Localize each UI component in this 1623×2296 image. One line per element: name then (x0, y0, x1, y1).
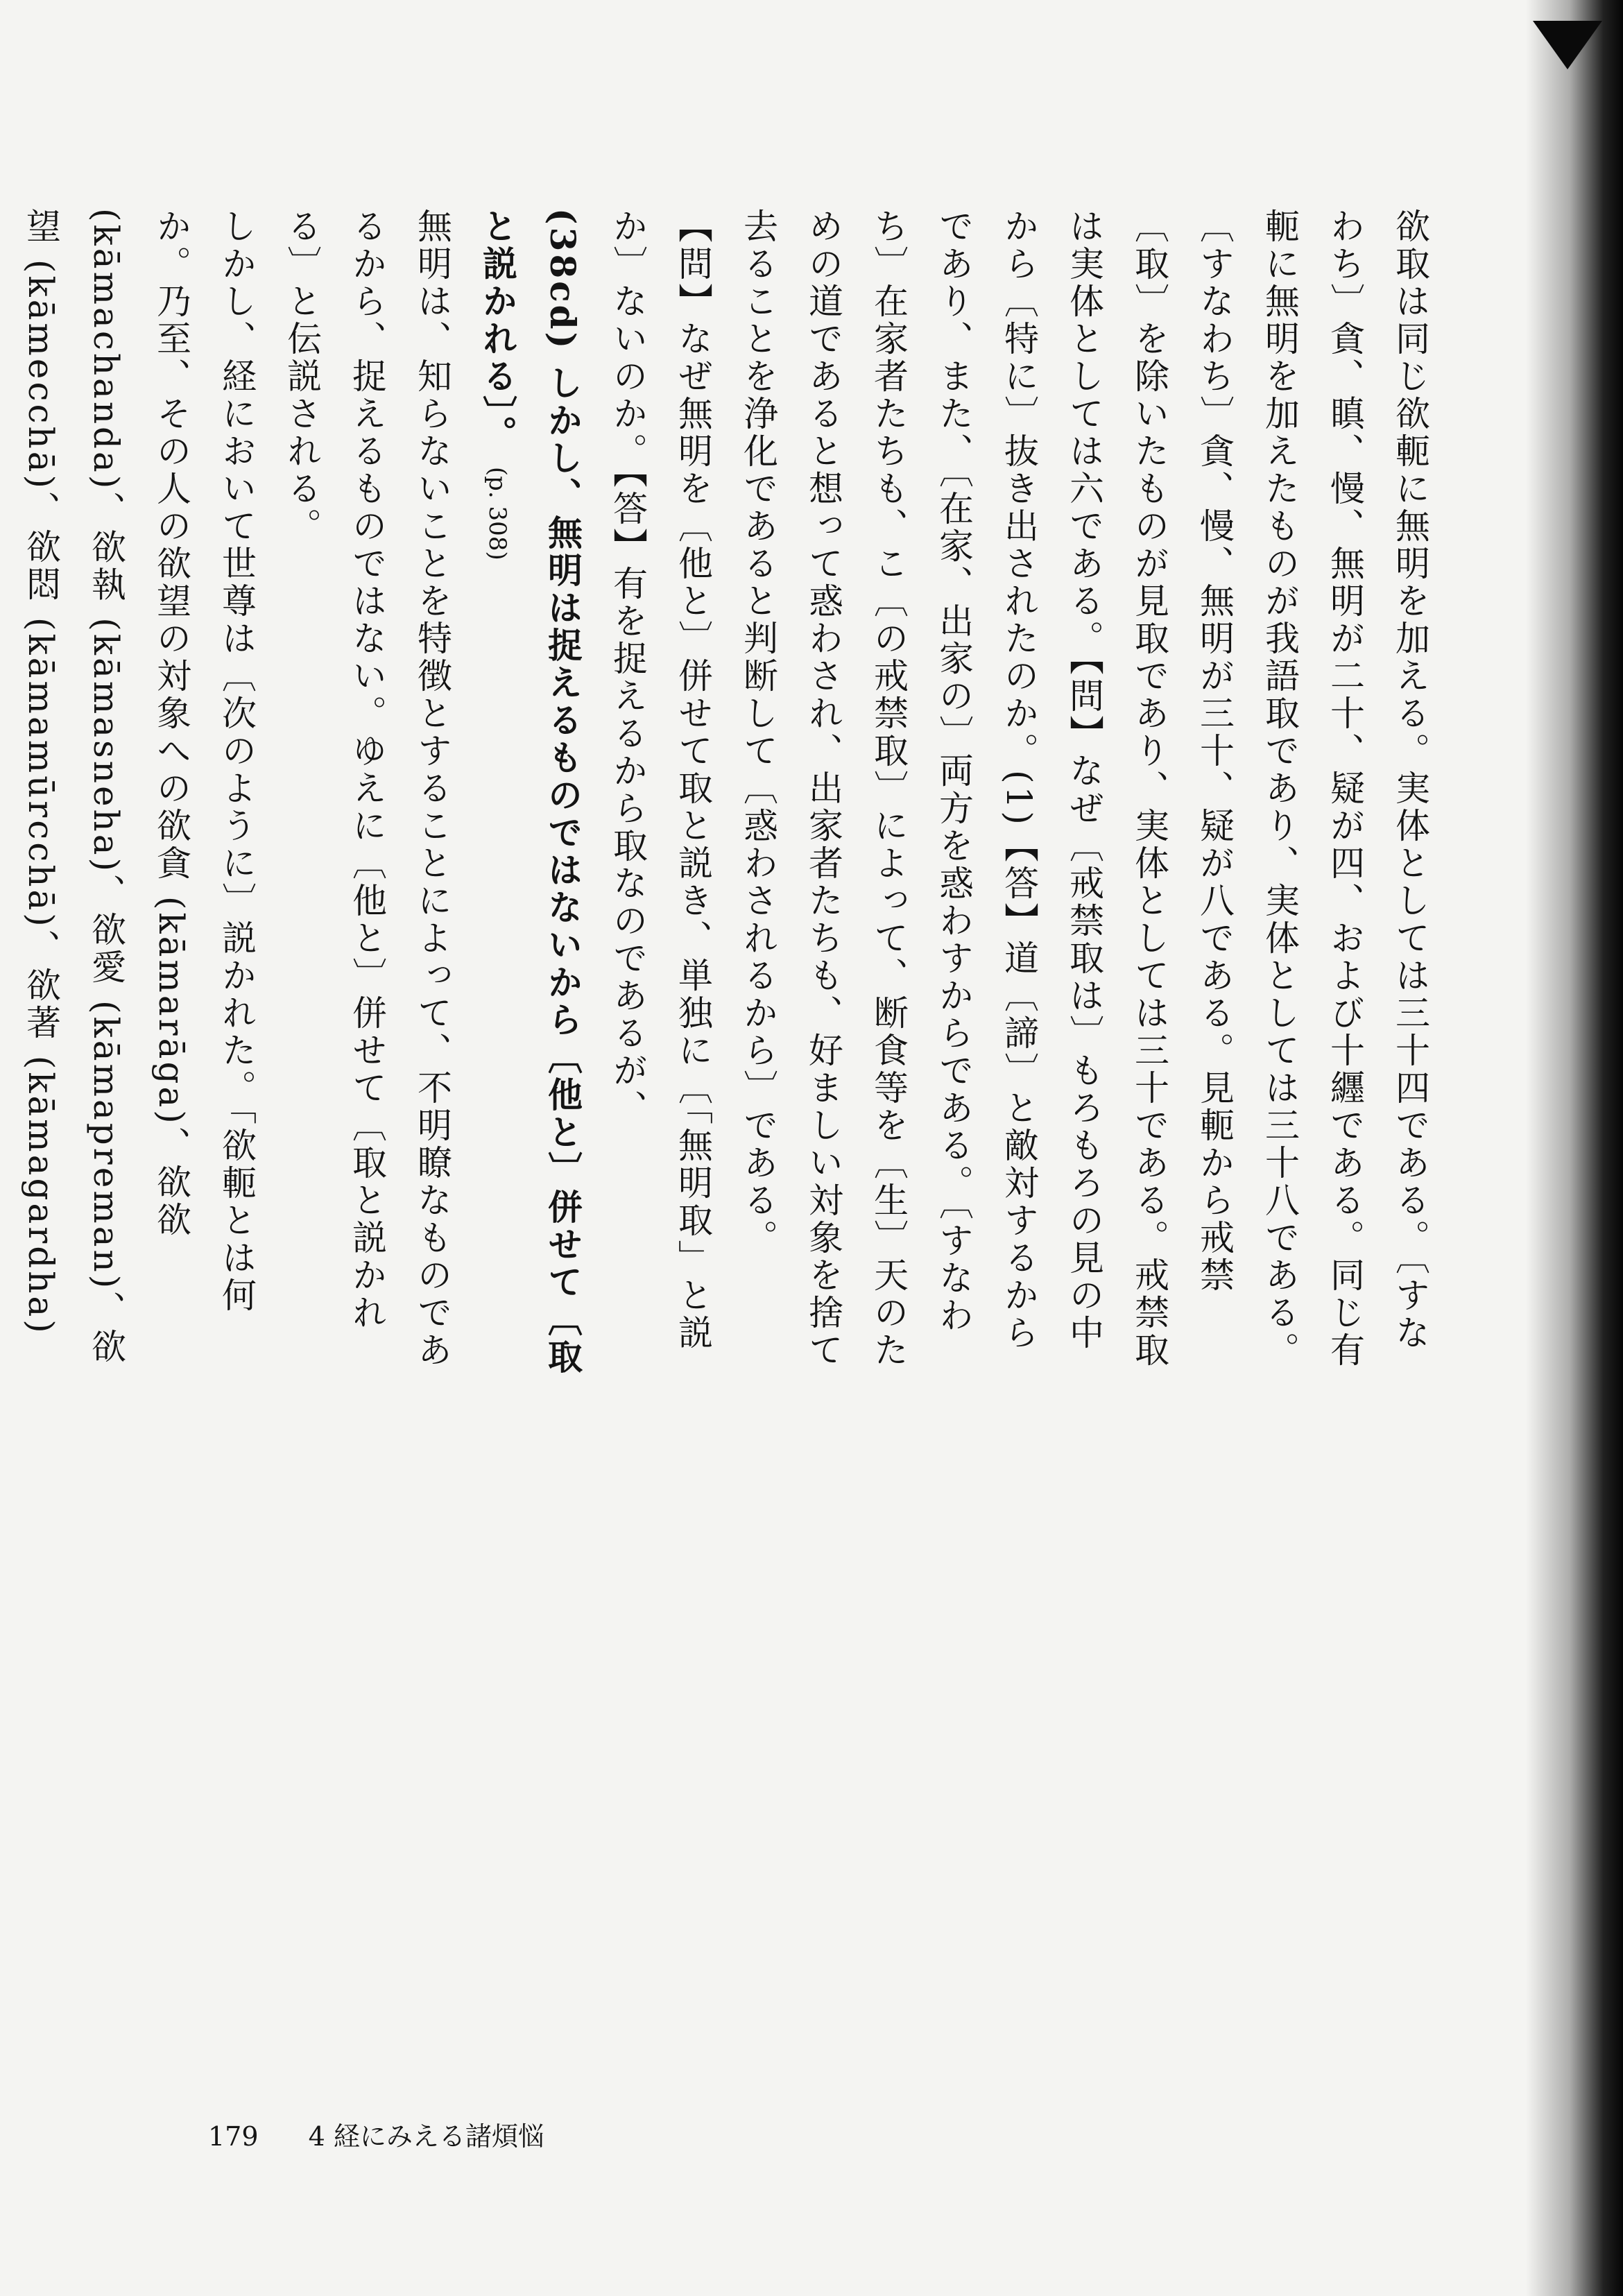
page-footer (208, 2116, 544, 2157)
paragraph-2: 【問】なぜ無明を〔他と〕併せて取と説き、単独に〔「無明取」と説か〕ないのか。【答】有を捉えるから取なのであるが、 (608, 208, 713, 1352)
verse-38cd (465, 208, 595, 1387)
verse-page-ref: (p. 308) (483, 466, 511, 560)
binding-shadow (1526, 0, 1623, 2296)
paragraph-1: 欲取は同じ欲軛に無明を加える。実体としては三十四である。〔すなわち〕貪、瞋、慢、無明が二十、疑が四、および十纒である。同じ有軛に無明を加えたものが我語取であり、実体としては三十八である。〔すなわち〕貪、慢、無明が三十、疑が八である。見軛から戒禁〔取〕を除いたものが見取であり、実体としては三十である。戒禁取は実体としては六である。【問】なぜ〔戒禁取は〕もろもろの見の中から〔特に〕抜き出されたのか。(1)【答】道〔諦〕と敵対するからであり、また、〔在家、出家の〕両方を惑わすからである。〔すなわち〕在家者たちも、こ〔の戒禁取〕によって、断食等を〔生〕天のための道であると想って惑わされ、出家者たちも、好ましい対象を捨て去ることを浄化であると判断して〔惑わされるから〕である。 (738, 208, 1430, 1369)
verse-text: しかし、無明は捉えるものではないから〔他と〕併せて〔取と説かれる〕。 (477, 208, 583, 1377)
vertical-text-block (21, 208, 1443, 1387)
running-section-title: 4 経にみえる諸煩悩 (308, 2121, 544, 2152)
paragraph-4: しかし、経において世尊は〔次のように〕説かれた。「欲軛とは何か。乃至、その人の欲望の対象への欲貪 (kāmarāga)、欲欲 (kāmachanda)、欲執 (kāmasneha)、欲愛 (kāmapreman)、欲望 (kāmecchā)、欲悶 (kāmamūrcchā)、欲著 (kāmagardha) (21, 208, 257, 1367)
binding-mark (1533, 21, 1602, 69)
page-number: 179 (208, 2121, 259, 2152)
paragraph-3: 無明は、知らないことを特徴とすることによって、不明瞭なものであるから、捉えるものではない。ゆえに〔他と〕併せて〔取と説かれる〕と伝説される。 (282, 208, 452, 1369)
verse-label: (38cd) (542, 208, 583, 352)
